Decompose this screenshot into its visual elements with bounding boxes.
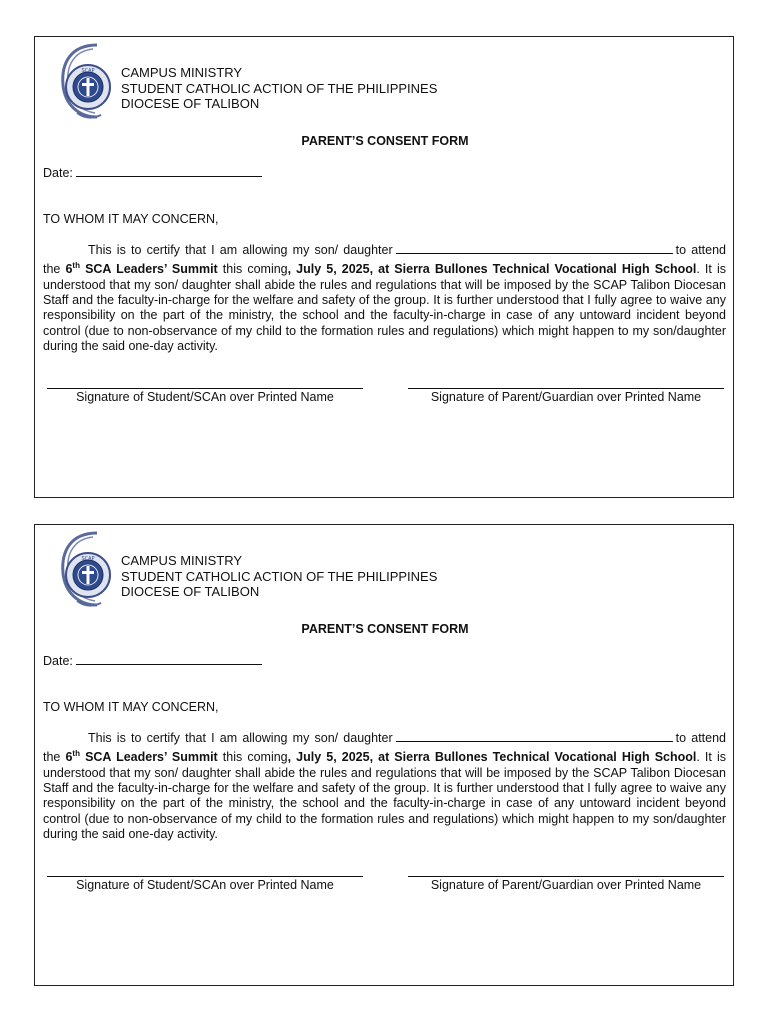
header-line-diocese: DIOCESE OF TALIBON [121, 584, 260, 599]
consent-body [43, 242, 726, 354]
salutation: TO WHOM IT MAY CONCERN, [43, 700, 219, 714]
event-ordinal-suffix: th [72, 749, 80, 759]
organization-header [121, 553, 437, 600]
form-title: PARENT’S CONSENT FORM [301, 134, 469, 148]
header-line-diocese: DIOCESE OF TALIBON [121, 96, 260, 111]
event-ordinal-suffix: th [72, 261, 80, 271]
body-text: to attend the [43, 243, 726, 277]
date-field [43, 165, 262, 180]
event-ordinal: 6 [65, 262, 73, 277]
date-label: Date: [43, 166, 73, 180]
date-label: Date: [43, 654, 73, 668]
scap-logo-icon [57, 43, 123, 127]
parent-signature-line[interactable]: Signature of Parent/Guardian over Printed Name [408, 876, 724, 892]
consent-body [43, 730, 726, 842]
logo-text: SCAP [81, 556, 95, 562]
header-line-organization: STUDENT CATHOLIC ACTION OF THE PHILIPPINES [121, 568, 438, 584]
salutation: TO WHOM IT MAY CONCERN, [43, 212, 219, 226]
header-line-ministry: CAMPUS MINISTRY [121, 65, 243, 80]
student-signature-line[interactable]: Signature of Student/SCAn over Printed Name [47, 388, 363, 404]
body-text: this coming [222, 262, 288, 277]
body-text: This is to certify that I am allowing my son/ daughter [88, 243, 393, 257]
form-title: PARENT’S CONSENT FORM [301, 622, 469, 636]
event-ordinal: 6 [65, 750, 73, 765]
date-blank[interactable] [76, 165, 262, 177]
event-date-venue: , July 5, 2025, at Sierra Bullones Technical Vocational High School [287, 262, 697, 277]
event-name: SCA Leaders’ Summit [85, 750, 218, 765]
date-field [43, 653, 262, 668]
child-name-blank[interactable] [396, 730, 673, 742]
body-text: this coming [222, 750, 288, 765]
scap-logo-icon [57, 531, 123, 615]
event-date-venue: , July 5, 2025, at Sierra Bullones Technical Vocational High School [287, 750, 697, 765]
event-name: SCA Leaders’ Summit [85, 262, 218, 277]
body-text: . It is understood that my son/ daughter shall abide the rules and regulations that will be imposed by the SCAP Talibon Diocesan Staff and the faculty-in-charge for the welfare and safety of the group. It is further understood that I fully agree to waive any responsibility on the part of the ministry, the school and the faculty-in-charge in case of any untoward incident beyond control (due to non-observance of my child to the formation rules and regulations) which might happen to my son/daughter during the said one-day activity. [43, 750, 726, 841]
body-text: This is to certify that I am allowing my son/ daughter [88, 731, 393, 745]
header-line-organization: STUDENT CATHOLIC ACTION OF THE PHILIPPINES [121, 80, 438, 96]
organization-header [121, 65, 437, 112]
child-name-blank[interactable] [396, 242, 673, 254]
body-text: to attend the [43, 731, 726, 765]
student-signature-line[interactable]: Signature of Student/SCAn over Printed Name [47, 876, 363, 892]
logo-text: SCAP [81, 68, 95, 74]
header-line-ministry: CAMPUS MINISTRY [121, 553, 243, 568]
consent-form-2 [34, 524, 734, 986]
date-blank[interactable] [76, 653, 262, 665]
parent-signature-line[interactable]: Signature of Parent/Guardian over Printed Name [408, 388, 724, 404]
consent-form-1 [34, 36, 734, 498]
body-text: . It is understood that my son/ daughter shall abide the rules and regulations that will be imposed by the SCAP Talibon Diocesan Staff and the faculty-in-charge for the welfare and safety of the group. It is further understood that I fully agree to waive any responsibility on the part of the ministry, the school and the faculty-in-charge in case of any untoward incident beyond control (due to non-observance of my child to the formation rules and regulations) which might happen to my son/daughter during the said one-day activity. [43, 262, 726, 353]
